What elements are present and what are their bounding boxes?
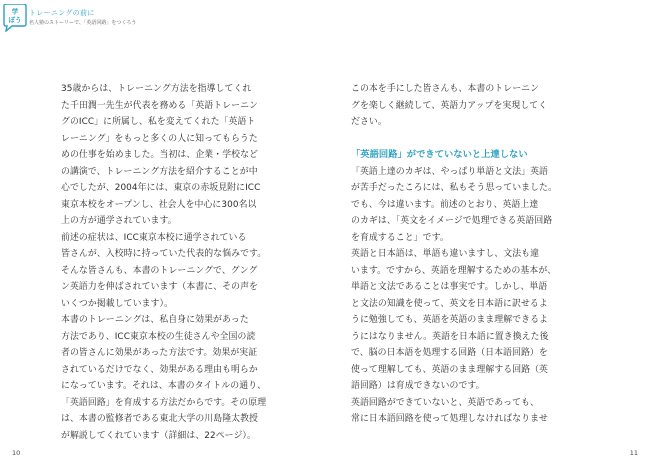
svg-text:ぼう: ぼう: [8, 16, 22, 24]
text-line: が解説してくれています（詳細は、22ページ）。: [61, 430, 256, 441]
text-line: 上の方が通学されています。: [61, 216, 177, 226]
study-logo-icon: [2, 4, 28, 32]
text-line: レーニング」をもっと多くの人に知ってもらうた: [61, 133, 258, 144]
text-line: 皆さんが、入校時に持っていた代表的な悩みです。: [61, 249, 267, 259]
text-line: 使って理解しても、英語のまま理解する回路（英: [351, 364, 549, 375]
page-number-left: 10: [12, 449, 21, 457]
text-line: 35歳からは、トレーニング方法を指導してくれ: [61, 84, 252, 94]
text-line: めの仕事を始めました。当初は、企業・学校など: [61, 150, 259, 160]
text-line: います。ですから、英語を理解するための基本が、: [351, 265, 557, 276]
text-line: が苦手だったころには、私もそう思っていました。: [351, 183, 557, 193]
spacer: [351, 131, 557, 148]
text-line: の講演で、トレーニング方法を紹介することが中: [61, 166, 258, 177]
page-number-right: 11: [629, 449, 638, 457]
text-line: うに勉強しても、英語を英語のまま理解できるよ: [351, 315, 549, 325]
running-header: [2, 4, 202, 34]
text-line: 本書のトレーニングは、私自身に効果があった: [61, 315, 249, 325]
text-line: は、本書の監修者である東北大学の川島隆太教授: [61, 414, 259, 424]
text-line: そんな皆さんも、本書のトレーニングで、グング: [61, 265, 258, 276]
text-line: 東京本校をオープンし、社会人を中心に300名以: [61, 199, 257, 210]
text-line: ン英語力を伸ばされています（本書に、その声を: [61, 282, 259, 292]
text-line: 心でしたが、2004年には、東京の赤坂見附にICC: [61, 183, 261, 193]
text-line: 者の皆さんに効果があった方法です。効果が実証: [61, 348, 258, 358]
text-line: 「英語上達のカギは、やっぱり単語と文法」英語: [351, 166, 549, 177]
text-line: を育成すること」です。: [351, 232, 449, 243]
left-body-text: [61, 81, 266, 444]
text-line: になっています。それは、本書のタイトルの通り、: [61, 381, 267, 391]
text-line: のカギは、「英文をイメージで処理できる英語回路: [351, 216, 553, 226]
text-line: この本を手にした皆さんも、本書のトレーニン: [351, 84, 540, 94]
text-line: 英語回路ができていないと、英語であっても、: [351, 397, 539, 408]
text-line: 「英語回路」を育成する方法だからです。その原理: [61, 397, 267, 408]
text-line: グを楽しく継続して、英語力アップを実現してく: [351, 100, 548, 111]
text-line: ださい。: [351, 117, 387, 127]
text-line: と文法の知識を使って、英文を日本語に訳せるよ: [351, 298, 548, 309]
right-page: [325, 0, 650, 470]
text-line: で、脳の日本語を処理する回路（日本語回路）を: [351, 348, 548, 358]
text-line: た千田潤一先生が代表を務める「英語トレーニン: [61, 100, 259, 111]
header-title: トレーニングの前に: [29, 9, 95, 17]
text-line: うにはなりません。英語を日本語に置き換えた後: [351, 331, 549, 342]
text-line: 単語と文法であることは事実です。しかし、単語: [351, 282, 548, 292]
text-line: でも、今は違います。前述のとおり、英語上達: [351, 199, 539, 210]
text-line: いくつか掲載しています）。: [61, 298, 173, 309]
header-subtitle: 名人塾のストーリーで、「英語回路」をつくろう: [29, 20, 137, 26]
text-line: 方法であり、ICC東京本校の生徒さんや全国の読: [61, 331, 256, 342]
text-line: されているだけでなく、効果がある理由も明らか: [61, 364, 258, 375]
text-line: 英語と日本語は、単語も違いますし、文法も違: [351, 249, 540, 259]
text-line: 前述の症状は、ICC東京本校に通学されている: [61, 232, 247, 243]
text-line: 語回路）は育成できないのです。: [351, 381, 485, 391]
right-body-text: [351, 81, 557, 428]
svg-text:学: 学: [11, 7, 19, 16]
text-line: グのICC」に所属し、私を変えてくれた「英語ト: [61, 117, 256, 127]
text-line: 常に日本語回路を使って処理しなければなりませ: [351, 414, 549, 424]
section-heading: 「英語回路」ができていないと上達しない: [351, 149, 528, 160]
